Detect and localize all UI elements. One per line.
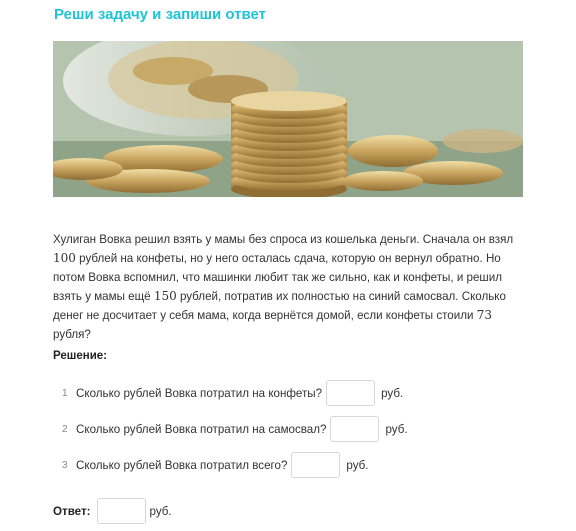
page-title: Реши задачу и запиши ответ [54,6,266,23]
step-2-answer-input[interactable] [330,416,379,442]
answer-unit: руб. [149,504,172,518]
step-unit: руб. [381,386,404,400]
step-number: 1 [62,387,68,399]
step-question: Сколько рублей Вовка потратил всего? [76,458,288,472]
final-answer [53,498,172,524]
final-answer-input[interactable] [97,498,146,524]
problem-number: 100 [53,251,76,265]
problem-number: 150 [153,289,177,303]
step-number: 3 [62,459,68,471]
step-3-answer-input[interactable] [291,452,340,478]
step-number: 2 [62,423,68,435]
solution-step-3 [62,452,369,478]
solution-step-1 [62,380,403,406]
problem-statement [53,230,529,344]
coins-photo [53,41,523,197]
problem-text-part: Хулиган Вовка решил взять у мамы без спроса из кошелька деньги. Сначала он взял [53,233,514,246]
solution-label: Решение: [53,350,108,362]
problem-text-part: рубля? [53,328,91,341]
solution-step-2 [62,416,408,442]
step-unit: руб. [385,422,408,436]
step-question: Сколько рублей Вовка потратил на конфеты? [76,386,323,400]
problem-number: 73 [476,308,492,322]
step-unit: руб. [346,458,369,472]
problem-text-part: рублей на конфеты, но у него осталась сдача, которую он вернул обратно. Но потом Вовка вспомнил, что машинки любит так же сильно, как и конфеты, и решил взять у мамы ещё [53,252,502,303]
problem-text-part: рублей, потратив их полностью на синий самосвал. Сколько денег не досчитает у себя мама, когда вернётся домой, если конфеты стоили [53,290,506,322]
step-1-answer-input[interactable] [326,380,375,406]
answer-label: Ответ: [53,504,91,518]
step-question: Сколько рублей Вовка потратил на самосвал? [76,422,327,436]
